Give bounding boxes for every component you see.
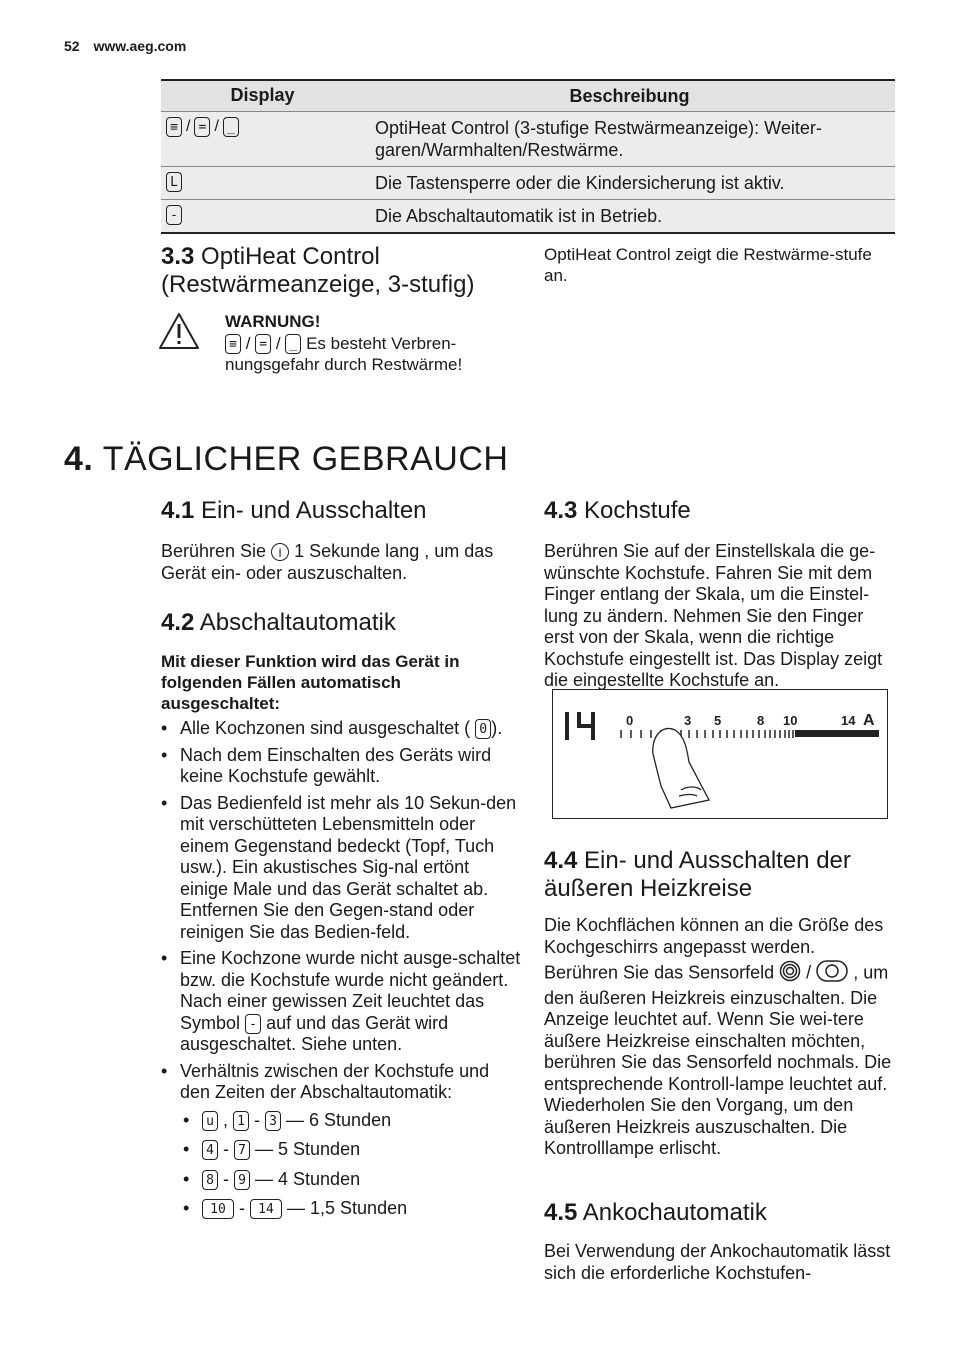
page-header <box>64 38 196 54</box>
list-item: • 4 - 7 — 5 Stunden <box>183 1139 521 1161</box>
segment-symbol: - <box>166 205 182 225</box>
segment-symbol: _ <box>285 334 301 354</box>
scale-label: A <box>863 712 875 729</box>
segment-symbol: - <box>245 1014 261 1034</box>
list-item: • u , 1 - 3 — 6 Stunden <box>183 1110 521 1132</box>
chapter-title: 4. TÄGLICHER GEBRAUCH <box>64 440 509 478</box>
segment-symbol: = <box>255 334 271 354</box>
list-item: • Alle Kochzonen sind ausgeschaltet ( 0 ). <box>161 718 521 740</box>
table-row <box>161 167 895 200</box>
col-display: Display <box>230 85 295 105</box>
scale-label: 3 <box>684 713 692 728</box>
row-description: OptiHeat Control (3-stufige Restwärmeanzeige): Weiter-garen/Warmhalten/Restwärme. <box>375 118 822 160</box>
section-text: Berühren Sie auf der Einstellskala die ge-wünschte Kochstufe. Fahren Sie mit dem Finger entlang der Skala, um die Einstel-lung zu ändern. Nehmen Sie den Finger erst von der Skala, wenn die richtige Kochstufe eingestellt ist. Das Display zeigt die eingestellte Kochstufe an. <box>544 541 883 690</box>
list-item: • Nach dem Einschalten des Geräts wird keine Kochstufe gewählt. <box>161 745 521 788</box>
warning-block: WARNUNG! ≡ / = / _ Es besteht Verbren-nungsgefahr durch Restwärme! <box>225 311 515 375</box>
dual-circuit-icon <box>779 960 801 988</box>
section-title: 4.5 Ankochautomatik <box>544 1199 767 1226</box>
auto-off-list <box>161 718 521 1104</box>
section-4-4: 4.4 Ein- und Ausschalten der äußeren Heizkreise Die Kochflächen können an die Größe des Kochgeschirrs angepasst werden. Berühren Sie das Sensorfeld / , um den äußeren Heizkreis einzuschalten. Die Anzeige leuchtet auf. Wenn Sie wei-tere äußere Heizkreise einschalten möchten, berühren Sie das Sensorfeld nochmals. Die entsprechende Kontroll-lampe leuchtet auf. Wiederholen Sie den Vorgang, um den äußeren Heizkreis auszuschalten. Die Kontrolllampe erlischt. <box>544 847 896 1160</box>
warning-text: Es besteht Verbren-nungsgefahr durch Restwärme! <box>225 333 463 375</box>
page-number: 52 <box>64 38 80 54</box>
col-description: Beschreibung <box>569 86 690 106</box>
table-header <box>161 81 895 112</box>
list-item: • Eine Kochzone wurde nicht ausge-schaltet bzw. die Kochstufe wurde nicht geändert. Nach einer gewissen Zeit leuchtet das Symbol - auf und das Gerät wird ausgeschaltet. Siehe unten. <box>161 948 521 1056</box>
section-title: 4.3 Kochstufe <box>544 497 691 524</box>
power-icon: I <box>271 543 289 561</box>
table-row: ≡ / = / _ OptiHeat Control (3-stufige Restwärmeanzeige): Weiter-garen/Warmhalten/Restwärme. <box>161 112 895 167</box>
section-4-5: 4.5 Ankochautomatik Bei Verwendung der Ankochautomatik lässt sich die erforderliche Kochstufen- <box>544 1199 896 1284</box>
scale-ticks <box>621 730 793 738</box>
row-description: Die Tastensperre oder die Kindersicherung ist aktiv. <box>375 173 785 193</box>
segment-symbol: _ <box>223 117 239 137</box>
section-title: 3.3 OptiHeat Control (Restwärmeanzeige, 3-stufig) <box>161 243 475 298</box>
section-title: 4.2 Abschaltautomatik <box>161 609 396 636</box>
scale-label: 8 <box>757 713 765 728</box>
list-item: • 10 - 14 — 1,5 Stunden <box>183 1198 521 1220</box>
site-url: www.aeg.com <box>93 38 187 54</box>
segment-symbol: ≡ <box>225 334 241 354</box>
time-list <box>183 1110 521 1220</box>
finger-icon <box>653 728 709 808</box>
segment-symbol: ≡ <box>166 117 182 137</box>
section-3-3-text: OptiHeat Control zeigt die Restwärme-stufe an. <box>544 245 872 285</box>
seven-segment-display <box>567 712 593 740</box>
section-3-3 <box>161 243 521 299</box>
section-4-2 <box>161 609 521 1228</box>
scale-label: 0 <box>626 713 634 728</box>
list-item: • Verhältnis zwischen der Kochstufe und den Zeiten der Abschaltautomatik: <box>161 1061 521 1104</box>
section-title: 4.4 Ein- und Ausschalten der äußeren Heizkreise <box>544 847 851 902</box>
table-row <box>161 200 895 232</box>
scale-label: 14 <box>841 713 856 728</box>
section-4-1: 4.1 Ein- und Ausschalten Berühren Sie I 1 Sekunde lang , um das Gerät ein- oder auszuschalten. <box>161 497 521 584</box>
segment-symbol: = <box>194 117 210 137</box>
scale-label: 5 <box>714 713 722 728</box>
section-title: 4.1 Ein- und Ausschalten <box>161 497 427 524</box>
bold-intro: Mit dieser Funktion wird das Gerät in folgenden Fällen automatisch ausgeschaltet: <box>161 652 460 713</box>
segment-symbol: L <box>166 172 182 192</box>
warning-icon <box>158 312 200 355</box>
row-description: Die Abschaltautomatik ist in Betrieb. <box>375 206 663 226</box>
scale-label: 10 <box>783 713 798 728</box>
oval-zone-icon <box>816 960 848 988</box>
cooking-level-figure <box>552 689 888 819</box>
scale-bar <box>795 730 879 737</box>
warning-label: WARNUNG! <box>225 312 321 331</box>
display-table <box>161 79 895 234</box>
section-4-3 <box>544 497 896 692</box>
list-item: • 8 - 9 — 4 Stunden <box>183 1169 521 1191</box>
segment-symbol: 0 <box>475 719 491 739</box>
list-item: • Das Bedienfeld ist mehr als 10 Sekun-den mit verschütteten Lebensmitteln oder einem Gegenstand bedeckt (Topf, Tuch usw.). Ein akustisches Sig-nal ertönt einige Male und das Gerät schaltet ab. Entfernen Sie den Gegen-stand oder reinigen Sie das Bedien-feld. <box>161 793 521 944</box>
